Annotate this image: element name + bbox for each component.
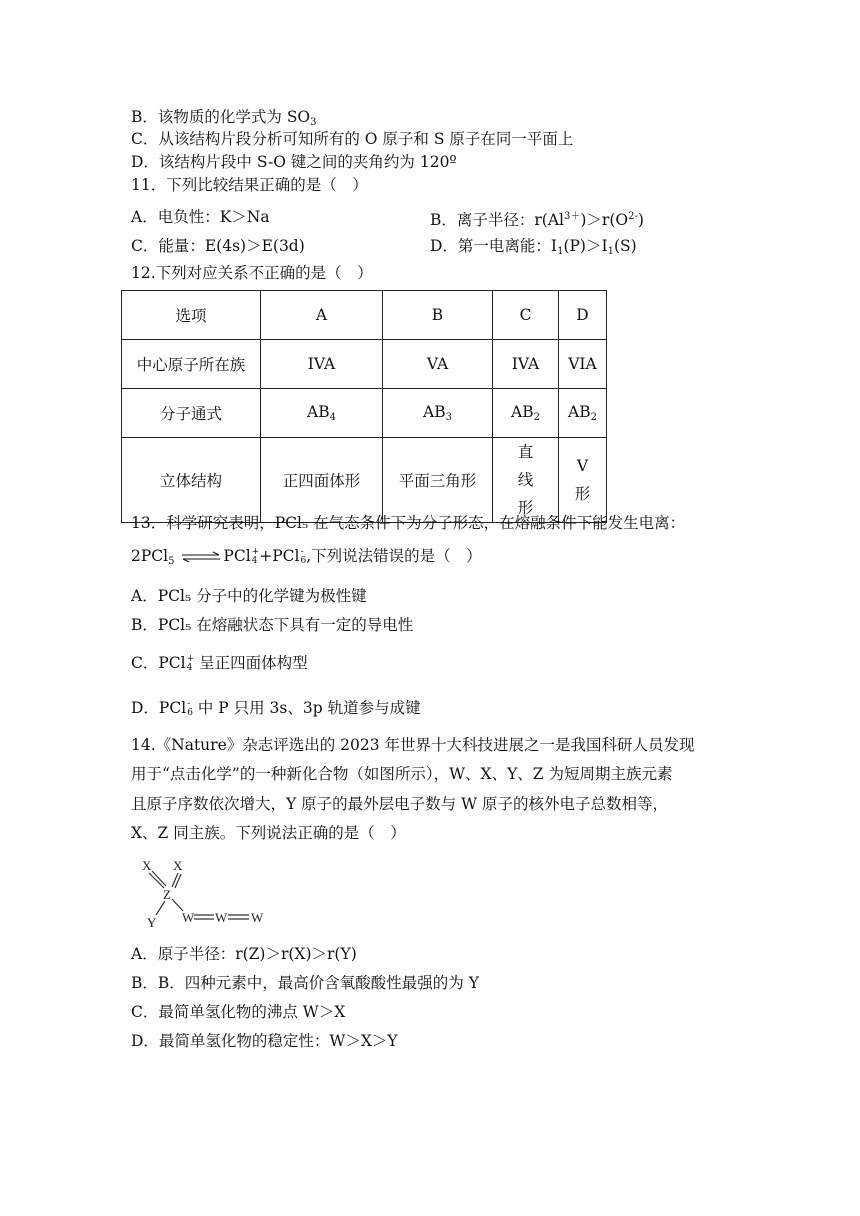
atom-y: Y (147, 915, 157, 930)
formula-sub: 3 (445, 412, 452, 423)
q11-b-end: ) (637, 211, 644, 229)
table-cell (559, 389, 607, 438)
table-cell: V形 (559, 438, 607, 523)
table-cell: 直线形 (493, 438, 559, 523)
table-cell (383, 389, 493, 438)
q13-equation (131, 545, 482, 573)
atom-w3: W (251, 910, 264, 925)
q10-option-b-text: B．该物质的化学式为 SO (131, 108, 311, 126)
q13-c-sup: + (186, 654, 195, 664)
q14-option-b: B．B．四种元素中，最高价含氧酸酸性最强的为 Y (131, 974, 479, 992)
table-row (122, 389, 607, 438)
formula-base: AB (511, 403, 534, 421)
table-cell: B (383, 291, 493, 340)
q12-table (121, 290, 607, 523)
q11-b-sup2: 2- (628, 211, 638, 222)
atom-x-right: X (173, 858, 183, 873)
q11-d-sub2: 1 (607, 246, 614, 257)
structure-diagram (135, 855, 275, 930)
table-cell: C (493, 291, 559, 340)
q13-option-a: A．PCl₅ 分子中的化学键为极性键 (131, 587, 367, 605)
q14-line1: 14.《Nature》杂志评选出的 2023 年世界十大科技进展之一是我国科研人员发现 (131, 736, 695, 754)
formula-sub: 2 (533, 412, 540, 423)
table-cell: IVA (261, 340, 383, 389)
q13-c-pre: C．PCl (131, 654, 186, 672)
eq-left-sub: 5 (168, 556, 175, 567)
q14-line3: 且原子序数依次增大，Y 原子的最外层电子数与 W 原子的核外电子总数相等， (131, 795, 668, 813)
q13-d-sup: - (187, 699, 191, 709)
table-cell: A (261, 291, 383, 340)
table-cell: 正四面体形 (261, 438, 383, 523)
atom-z: Z (163, 887, 171, 902)
q11-b-pre: B．离子半径：r(Al (430, 211, 564, 229)
eq-ion2-sup: - (300, 547, 304, 557)
q10-option-b-sub: 3 (310, 117, 317, 128)
q11-d-end: (S) (613, 237, 637, 255)
formula-base: AB (307, 403, 330, 421)
formula-sub: 4 (329, 412, 336, 423)
table-cell (493, 389, 559, 438)
q13-option-c (131, 652, 308, 674)
eq-left: 2PCl (131, 547, 169, 565)
q11-d-sub1: 1 (557, 246, 564, 257)
q11-b-mid: )＞r(O (580, 211, 629, 229)
table-row (122, 438, 607, 523)
eq-ion1-sup: + (251, 547, 260, 557)
table-cell: VIA (559, 340, 607, 389)
eq-ion2-sub: 6 (300, 556, 307, 566)
q11-d-mid: (P)＞I (563, 237, 608, 255)
q10-option-d: D．该结构片段中 S-O 键之间的夹角约为 120º (131, 153, 457, 171)
table-cell: 立体结构 (122, 438, 261, 523)
table-cell: 选项 (122, 291, 261, 340)
q14-line2: 用于“点击化学”的一种新化合物（如图所示），W、X、Y、Z 为短周期主族元素 (131, 765, 673, 783)
table-cell: 中心原子所在族 (122, 340, 261, 389)
q13-option-d (131, 697, 421, 719)
table-cell: 分子通式 (122, 389, 261, 438)
atom-w2: W (215, 910, 228, 925)
q13-d-post: 中 P 只用 3s、3p 轨道参与成键 (192, 699, 421, 717)
eq-tail: ,下列说法错误的是（ ） (306, 547, 482, 565)
q14-line4: X、Z 同主族。下列说法正确的是（ ） (131, 824, 406, 842)
table-cell: IVA (493, 340, 559, 389)
eq-ion1-sub: 4 (251, 556, 258, 566)
equilibrium-arrow-icon (181, 551, 221, 563)
table-cell: D (559, 291, 607, 340)
q11-b-sup1: 3＋ (564, 211, 581, 222)
q13-stem: 13．科学研究表明，PCl₅ 在气态条件下为分子形态，在熔融条件下能发生电离： (131, 514, 686, 532)
q12-stem: 12.下列对应关系不正确的是（ ） (131, 264, 373, 282)
q11-d-pre: D．第一电离能：I (430, 237, 558, 255)
formula-base: AB (568, 403, 591, 421)
q13-option-b: B．PCl₅ 在熔融状态下具有一定的导电性 (131, 616, 414, 634)
q11-stem: 11．下列比较结果正确的是（ ） (131, 176, 368, 194)
q13-c-sub: 4 (186, 663, 193, 673)
q14-option-a: A．原子半径：r(Z)＞r(X)＞r(Y) (131, 945, 357, 963)
atom-x-left: X (142, 858, 152, 873)
table-row (122, 291, 607, 340)
table-row (122, 340, 607, 389)
eq-ion2: +PCl (259, 547, 300, 565)
q11-option-b (430, 206, 644, 231)
table-cell: 平面三角形 (383, 438, 493, 523)
q13-d-pre: D．PCl (131, 699, 187, 717)
q10-option-c: C．从该结构片段分析可知所有的 O 原子和 S 原子在同一平面上 (131, 130, 574, 148)
table-cell: VA (383, 340, 493, 389)
q13-c-post: 呈正四面体构型 (194, 654, 308, 672)
q11-option-d (430, 235, 637, 263)
formula-base: AB (423, 403, 446, 421)
formula-sub: 2 (590, 412, 597, 423)
q14-option-d: D．最简单氢化物的稳定性：W＞X＞Y (131, 1032, 398, 1050)
q11-option-c: C．能量：E(4s)＞E(3d) (131, 237, 305, 255)
q14-option-c: C．最简单氢化物的沸点 W＞X (131, 1003, 346, 1021)
q13-d-sub: 6 (187, 708, 193, 718)
atom-w1: W (182, 910, 195, 925)
q11-option-a: A．电负性：K＞Na (131, 208, 270, 226)
table-cell (261, 389, 383, 438)
eq-ion1: PCl (223, 547, 251, 565)
